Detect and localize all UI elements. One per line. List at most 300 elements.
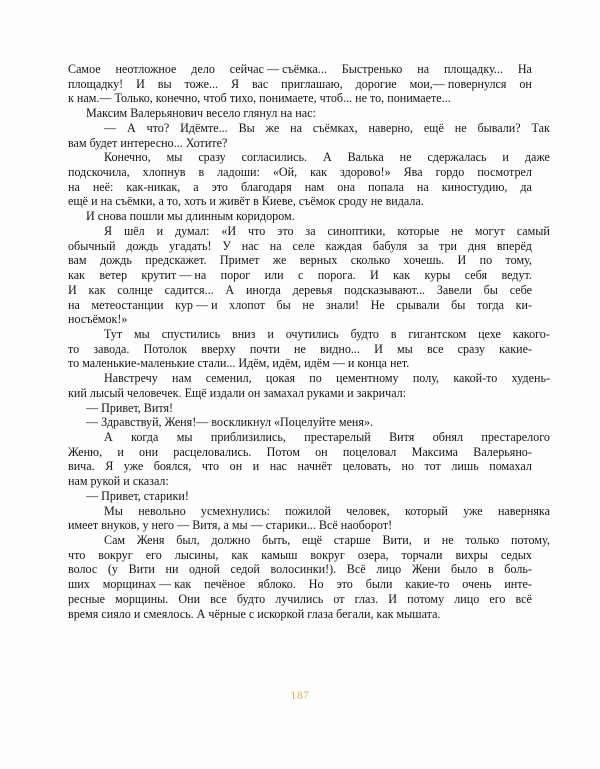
text-token: хочешь.: [403, 253, 445, 268]
text-token: угадать!: [169, 238, 212, 253]
text-token: будто: [350, 326, 379, 341]
text-token: очень: [462, 577, 492, 592]
text-token: Навстречу: [104, 371, 158, 386]
text-token: целовать,: [342, 459, 391, 474]
text-token: или: [264, 268, 284, 283]
text-token: Жени: [411, 562, 441, 577]
text-token: лысины,: [174, 547, 219, 562]
text-token: когда: [131, 429, 159, 444]
text-token: инте-: [504, 577, 532, 592]
text-token: Конечно,: [104, 150, 151, 165]
text-token: не: [399, 150, 412, 165]
text-line: [86, 150, 550, 165]
text-token: ни: [165, 562, 179, 577]
text-token: тоже...: [184, 76, 219, 91]
text-token: самый: [516, 223, 550, 238]
text-token: Потолок: [143, 341, 188, 356]
paragraph: [68, 209, 532, 224]
text-token: Примет: [219, 253, 260, 268]
text-token: гордо: [435, 165, 465, 180]
text-token: в: [198, 165, 205, 180]
text-token: худень-: [511, 371, 550, 386]
text-token: который: [404, 503, 448, 518]
text-token: Ява: [403, 165, 423, 180]
text-token: могут: [474, 223, 505, 238]
text-token: яблоко.: [258, 577, 296, 592]
text-token: почти: [249, 341, 280, 356]
text-token: Вы: [238, 120, 255, 135]
text-token: площадку...: [443, 62, 503, 76]
text-token: метеостанции: [91, 297, 164, 312]
text-token: от: [333, 591, 345, 606]
text-line: [68, 165, 532, 180]
text-token: И: [370, 268, 379, 283]
text-line: [68, 577, 532, 592]
text-token: морщины.: [115, 591, 169, 606]
text-token: нас: [269, 459, 287, 474]
text-token: Я: [105, 459, 114, 474]
text-token: бы: [483, 282, 498, 297]
text-token: мы: [134, 326, 150, 341]
text-token: одной: [189, 562, 220, 577]
text-line: [68, 283, 532, 298]
text-token: бы: [451, 297, 466, 312]
text-token: сколько: [350, 253, 391, 268]
text-token: Так: [531, 120, 550, 135]
text-token: вихры: [455, 547, 488, 562]
text-token: ресные: [68, 591, 106, 606]
text-token: А: [126, 120, 136, 135]
text-line: Максим Валерьянович весело глянул на нас:: [86, 106, 316, 121]
text-token: И: [388, 591, 398, 606]
text-token: себя: [464, 268, 488, 283]
text-token: тот: [424, 459, 441, 474]
text-token: он: [519, 76, 532, 91]
paragraph: [68, 62, 532, 106]
text-token: лицо: [376, 562, 402, 577]
text-token: волосинки!).: [270, 562, 337, 577]
text-token: гигантском: [408, 326, 467, 341]
text-token: то: [68, 341, 80, 356]
text-token: все: [210, 591, 227, 606]
text-token: хлопот: [229, 297, 265, 312]
text-token: озера,: [357, 547, 389, 562]
text-token: и: [423, 533, 431, 547]
text-line: [86, 504, 550, 519]
text-token: и: [252, 459, 260, 474]
text-token: помахал: [489, 459, 532, 474]
text-token: поцеловал: [342, 444, 397, 459]
text-line: имеет внуков, у него — Витя, а мы — старики... Всё наоборот!: [68, 518, 393, 533]
text-token: на: [269, 238, 282, 253]
text-token: печёное: [204, 577, 246, 592]
text-token: он: [315, 444, 328, 459]
text-token: согласились.: [241, 150, 308, 165]
text-token: здорово!»: [340, 165, 391, 180]
text-line: И снова пошли мы длинным коридором.: [86, 209, 295, 224]
text-token: на: [68, 297, 80, 312]
text-line: [68, 180, 532, 195]
text-token: Валька: [347, 150, 384, 165]
text-token: старше: [333, 533, 371, 547]
text-token: боялся,: [153, 459, 192, 474]
text-line: носъёмок!»: [68, 312, 128, 327]
text-token: хлопнув: [142, 165, 186, 180]
paragraph: [68, 503, 550, 533]
paragraph: [68, 223, 550, 327]
text-token: Самое: [68, 62, 101, 76]
paragraph: [68, 150, 550, 209]
text-token: волос: [68, 562, 98, 577]
text-token: Но: [308, 577, 324, 592]
text-token: благодаря: [240, 179, 292, 194]
text-token: думал:: [174, 223, 210, 238]
text-token: по: [479, 253, 493, 268]
text-line: — Привет, Витя!: [86, 400, 174, 415]
text-token: подскочила,: [68, 165, 130, 180]
text-token: наверно,: [368, 120, 413, 135]
text-token: которые: [397, 223, 440, 238]
text-token: завода.: [93, 341, 130, 356]
text-token: на: [68, 179, 80, 194]
text-line: [86, 224, 550, 239]
text-line: [86, 121, 550, 136]
text-token: Сам: [104, 533, 126, 547]
text-line: [68, 445, 532, 460]
text-token: он: [229, 459, 243, 474]
text-token: садится...: [164, 282, 214, 297]
text-token: торчали: [401, 547, 443, 562]
text-token: И: [374, 341, 383, 356]
text-line: — Здравствуй, Женя!— воскликнул «Поцелуйте меня».: [86, 415, 374, 430]
text-line: [68, 548, 532, 563]
text-token: потому,: [511, 533, 550, 547]
text-token: неё:: [92, 179, 114, 194]
page-text-block: [68, 62, 550, 621]
text-line: [68, 239, 532, 254]
text-token: сразу: [457, 341, 485, 356]
text-token: дело: [191, 62, 215, 76]
text-token: себе: [509, 282, 532, 297]
text-line: [68, 298, 532, 313]
text-token: лучились: [275, 591, 324, 606]
text-token: посмотрел: [477, 165, 532, 180]
text-line: вам будет интересно... Хотите?: [68, 135, 228, 150]
text-token: дорогие: [355, 76, 397, 91]
text-token: всё: [515, 591, 532, 606]
text-token: сразу: [198, 150, 226, 165]
text-token: седой: [230, 562, 260, 577]
text-token: а: [193, 179, 199, 194]
text-token: да: [520, 179, 532, 194]
paragraph: [68, 120, 550, 150]
text-token: начнёт: [297, 459, 333, 474]
text-token: расцеловались.: [173, 444, 252, 459]
text-line: [68, 562, 532, 577]
text-token: только: [465, 533, 500, 547]
text-token: седых: [500, 547, 532, 562]
paragraph: [68, 326, 550, 371]
text-line: [68, 342, 532, 357]
text-token: какие-: [499, 341, 532, 356]
text-token: вперёд: [496, 238, 532, 253]
text-token: И: [457, 253, 467, 268]
text-token: боль-: [504, 562, 532, 577]
text-token: Они: [178, 591, 201, 606]
text-line: — Привет, старики!: [86, 488, 189, 503]
text-token: цементному: [336, 371, 399, 386]
text-token: Мы: [104, 503, 123, 518]
text-token: вы: [157, 76, 172, 91]
text-token: пожилой: [285, 503, 331, 518]
text-token: престарелый: [304, 429, 371, 444]
text-line: [68, 459, 532, 474]
text-token: усмехнулись:: [200, 503, 270, 518]
text-token: приглашаю,: [281, 76, 343, 91]
text-token: мои,— повернулся: [409, 76, 507, 91]
text-token: и: [502, 150, 509, 165]
text-token: Вити: [128, 562, 155, 577]
text-token: семенил,: [205, 371, 252, 386]
text-token: на: [416, 179, 429, 194]
text-token: лицо: [454, 591, 480, 606]
paragraph: [68, 415, 532, 430]
text-token: ших: [68, 577, 90, 592]
text-token: это: [277, 223, 294, 238]
text-token: очутились: [285, 326, 339, 341]
text-token: ещё: [423, 120, 444, 135]
text-token: Я: [230, 76, 240, 91]
text-token: и: [267, 326, 274, 341]
text-token: за: [305, 223, 316, 238]
paragraph: [68, 371, 550, 400]
text-token: глаз.: [354, 591, 379, 606]
text-token: как: [393, 268, 411, 283]
text-token: как-никак,: [126, 179, 181, 194]
text-line: к нам.— Только, конечно, чтоб тихо, понимаете, чтоб... не то, понимаете...: [68, 91, 451, 106]
text-token: солнце: [117, 282, 153, 297]
text-token: Вити,: [382, 533, 412, 547]
text-token: был,: [176, 533, 200, 547]
text-token: Женю,: [68, 444, 103, 459]
text-token: уже: [463, 503, 483, 518]
text-token: А: [225, 282, 235, 297]
text-token: все: [426, 341, 444, 356]
text-token: (у: [107, 562, 118, 577]
text-token: обычный: [68, 238, 116, 253]
text-token: наверняка: [497, 503, 550, 518]
text-token: морщинах — как: [102, 577, 192, 592]
text-token: порога.: [317, 268, 356, 283]
text-token: будто: [236, 591, 266, 606]
text-token: крутит — на: [141, 268, 207, 283]
text-token: Витя: [389, 429, 415, 444]
text-token: нас: [241, 238, 259, 253]
paragraph: [68, 106, 532, 121]
text-token: его: [489, 591, 506, 606]
text-token: съёмках,: [312, 120, 358, 135]
text-token: не: [441, 533, 454, 547]
text-token: Я: [104, 223, 113, 238]
text-token: его: [145, 547, 162, 562]
text-token: и: [117, 444, 124, 459]
text-token: срывали: [396, 297, 440, 312]
text-token: спустились: [161, 326, 221, 341]
text-token: камыш: [261, 547, 298, 562]
text-token: три: [439, 238, 457, 253]
text-line: время сияло и смеялось. А чёрные с искоркой глаза бегали, как мышата.: [68, 606, 441, 621]
text-token: Потом: [266, 444, 300, 459]
text-token: верных: [299, 253, 338, 268]
text-token: какой-то: [453, 371, 498, 386]
text-token: иногда: [245, 282, 281, 297]
text-token: шёл: [123, 223, 145, 238]
text-line: ещё и на съёмки, а то, хоть и живёт в Киеве, съёмок сроду не видала.: [68, 194, 424, 209]
text-token: «Ой,: [272, 165, 298, 180]
text-token: не: [454, 120, 467, 135]
text-token: попала: [368, 179, 404, 194]
text-token: было: [450, 562, 478, 577]
text-token: нам: [304, 179, 325, 194]
text-token: престарелого: [481, 429, 550, 444]
text-token: не: [294, 341, 306, 356]
text-token: должно: [211, 533, 251, 547]
text-token: На: [517, 62, 532, 76]
text-token: Быстренько: [341, 62, 403, 76]
text-token: же: [265, 120, 280, 135]
text-token: что: [201, 459, 220, 474]
text-token: что?: [146, 120, 170, 135]
text-token: что: [68, 547, 86, 562]
text-token: вокруг: [310, 547, 345, 562]
text-token: какого-: [512, 326, 550, 341]
text-token: дня: [467, 238, 487, 253]
text-token: это: [336, 577, 353, 592]
text-token: А: [322, 150, 332, 165]
text-token: по: [309, 371, 322, 386]
text-token: не: [302, 297, 315, 312]
page-number: 187: [290, 690, 310, 702]
text-token: сдержалась: [427, 150, 487, 165]
text-token: как: [231, 547, 249, 562]
text-token: —: [104, 120, 117, 135]
text-token: быть,: [262, 533, 291, 547]
text-line: [86, 327, 550, 342]
text-token: бабуля: [372, 238, 408, 253]
text-token: селе: [292, 238, 315, 253]
text-line: [68, 77, 532, 92]
text-token: же: [272, 253, 287, 268]
text-token: А: [104, 429, 113, 444]
text-line: [86, 533, 550, 548]
text-line: [68, 253, 532, 268]
text-token: цехе: [478, 326, 501, 341]
text-token: дождь: [126, 238, 159, 253]
text-token: полу,: [412, 371, 440, 386]
text-token: невольно: [138, 503, 186, 518]
text-token: Тут: [104, 326, 123, 341]
text-token: киностудию,: [441, 179, 508, 194]
text-token: У: [222, 238, 231, 253]
text-token: нам: [172, 371, 192, 386]
text-token: ладоши:: [217, 165, 260, 180]
text-token: вам: [68, 253, 87, 268]
text-token: даже: [524, 150, 550, 165]
text-token: вверху: [201, 341, 236, 356]
text-token: мы: [176, 429, 193, 444]
text-token: И: [68, 282, 77, 297]
text-line: [86, 430, 550, 445]
text-token: вас: [251, 76, 269, 91]
text-token: предскажет.: [145, 253, 207, 268]
text-token: площадку!: [68, 76, 124, 91]
text-token: как: [88, 282, 106, 297]
text-token: порог: [220, 268, 251, 283]
text-token: не: [451, 223, 463, 238]
text-token: какие-то: [405, 577, 450, 592]
text-token: деревья: [292, 282, 333, 297]
text-line: то маленькие-маленькие стали... Идём, идём, идём — и конца нет.: [68, 356, 410, 371]
text-token: в: [390, 326, 397, 341]
text-token: «И: [221, 223, 237, 238]
text-token: видно...: [320, 341, 360, 356]
text-token: подсказывают...: [344, 282, 426, 297]
text-token: сейчас — съёмка...: [229, 62, 327, 76]
text-token: вниз: [231, 326, 256, 341]
text-line: [68, 62, 532, 77]
text-token: человек,: [346, 503, 390, 518]
text-token: неотложное: [115, 62, 177, 76]
text-token: как: [68, 268, 85, 283]
text-line: кий лысый человечек. Ещё издали он замахал руками и закричал:: [68, 385, 407, 400]
text-token: они: [139, 444, 159, 459]
text-token: знали!: [325, 297, 360, 312]
text-token: Идёмте...: [180, 120, 228, 135]
paragraph: [68, 429, 550, 489]
text-token: с: [297, 268, 304, 283]
text-token: на: [290, 120, 302, 135]
paragraph: [68, 533, 550, 621]
text-token: ки-: [515, 297, 532, 312]
text-token: Завели: [436, 282, 472, 297]
text-token: ещё: [301, 533, 323, 547]
text-line: [68, 592, 532, 607]
paragraph: [68, 489, 532, 504]
text-token: дождь: [99, 253, 132, 268]
text-token: уже: [123, 459, 144, 474]
text-token: ведут.: [501, 268, 532, 283]
text-token: в: [487, 562, 494, 577]
text-token: обнял: [432, 429, 463, 444]
text-line: нам рукой и сказал:: [68, 474, 169, 489]
text-token: как: [310, 165, 328, 180]
text-token: тому,: [505, 253, 532, 268]
text-token: что: [248, 223, 266, 238]
text-token: на: [417, 62, 430, 76]
text-token: Не: [370, 297, 385, 312]
text-token: и: [156, 223, 164, 238]
text-token: это: [211, 179, 228, 194]
paragraph: [68, 401, 532, 416]
text-token: вича.: [68, 459, 95, 474]
text-token: приблизились,: [210, 429, 286, 444]
text-token: вокруг: [98, 547, 133, 562]
text-token: потому: [407, 591, 445, 606]
text-token: ветер: [99, 268, 128, 283]
text-token: лишь: [451, 459, 479, 474]
text-token: Всё: [346, 562, 366, 577]
text-token: за: [418, 238, 429, 253]
